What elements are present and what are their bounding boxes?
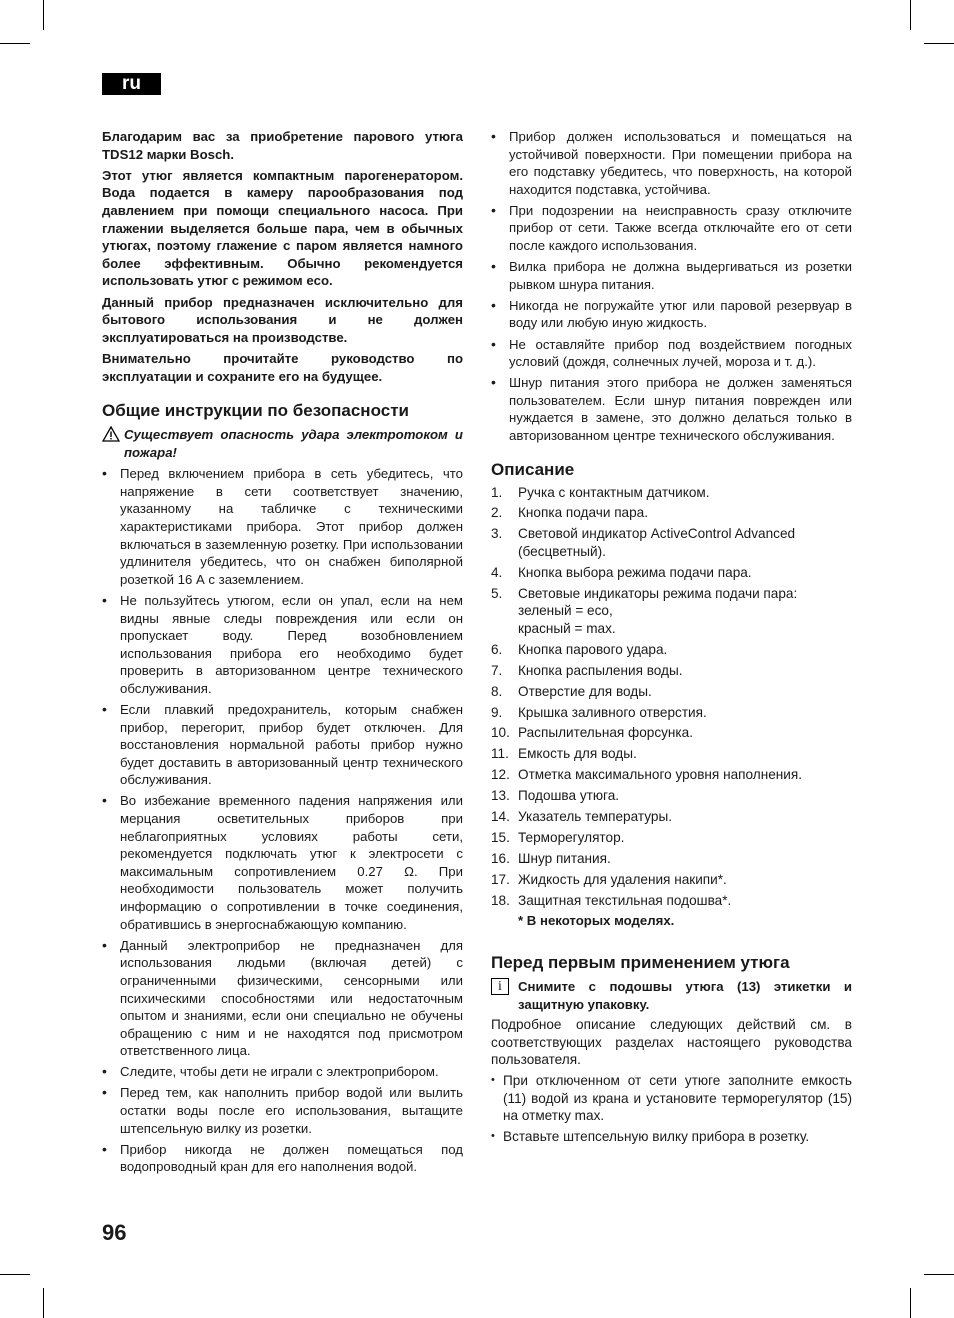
list-item bbox=[491, 704, 852, 722]
item-number: 14. bbox=[491, 808, 510, 824]
item-text: Кнопка парового удара. bbox=[518, 641, 668, 657]
page-number: 96 bbox=[102, 1220, 127, 1245]
item-text: Жидкость для удаления накипи*. bbox=[518, 871, 727, 887]
item-text: Распылительная форсунка. bbox=[518, 725, 694, 741]
info-text: Снимите с подошвы утюга (13) этикетки и защитную упаковку. bbox=[518, 979, 852, 1012]
list-item: • Во избежание временного падения напряжения или мерцания осветительных приборов при неблагоприятных условиях работы сети, рекомендуется подключать утюг к электросети с максимальным сопротивлением 0.27 Ω. При необходимости пользователь может получить информацию о сопротивлении в точке соединения, обратившись в энергоснабжающую компанию. bbox=[102, 792, 463, 933]
item-number: 7. bbox=[491, 662, 503, 678]
item-number: 5. bbox=[491, 585, 503, 601]
safety-list-continued bbox=[491, 128, 852, 445]
item-number: 18. bbox=[491, 892, 510, 908]
crop-mark bbox=[924, 1274, 954, 1275]
crop-mark bbox=[910, 1288, 911, 1318]
item-number: 2. bbox=[491, 505, 503, 521]
intro-paragraph: Этот утюг является компактным парогенератором. Вода подается в камеру парообразования под давлением при помощи специального насоса. При глажении выделяется больше пара, чем в обычных утюгах, поэтому глажение с паром является намного более эффективным. Обычно рекомендуется использовать утюг с режимом eco. bbox=[102, 167, 463, 289]
list-item bbox=[491, 787, 852, 805]
intro-paragraph: Данный прибор предназначен исключительно для бытового использования и не должен эксплуатироваться на производстве. bbox=[102, 294, 463, 345]
list-item bbox=[491, 504, 852, 522]
list-item: • При отключенном от сети утюге заполните емкость (11) водой из крана и установите терморегулятор (15) на отметку max. bbox=[491, 1072, 852, 1125]
info-note bbox=[491, 978, 852, 1013]
crop-mark bbox=[43, 0, 44, 30]
item-text: Шнур питания. bbox=[518, 850, 611, 866]
list-item bbox=[491, 892, 852, 910]
safety-heading: Общие инструкции по безопасности bbox=[102, 401, 409, 421]
item-text: Кнопка распыления воды. bbox=[518, 662, 683, 678]
item-number: 10. bbox=[491, 725, 510, 741]
item-number: 3. bbox=[491, 526, 503, 542]
first-use-heading: Перед первым применением утюга bbox=[491, 953, 790, 972]
item-text: Световые индикаторы режима подачи пара: зеленый = eco, красный = max. bbox=[518, 585, 798, 636]
list-item bbox=[491, 871, 852, 889]
list-item bbox=[491, 724, 852, 742]
list-item: • Никогда не погружайте утюг или паровой резервуар в воду или любую иную жидкость. bbox=[491, 297, 852, 332]
crop-mark bbox=[910, 0, 911, 30]
first-use-list bbox=[491, 1072, 852, 1145]
first-use-text: Подробное описание следующих действий см. в соответствующих разделах настоящего руководства пользователя. bbox=[491, 1017, 852, 1068]
warning-icon bbox=[102, 426, 124, 461]
item-text: Крышка заливного отверстия. bbox=[518, 704, 707, 720]
item-number: 16. bbox=[491, 850, 510, 866]
list-item bbox=[491, 850, 852, 868]
item-number: 6. bbox=[491, 641, 503, 657]
list-item bbox=[491, 564, 852, 582]
item-number: 12. bbox=[491, 767, 510, 783]
list-item: • Если плавкий предохранитель, которым снабжен прибор, перегорит, прибор будет отключен. Для восстановления нормальной работы прибор нужно будет доставить в авторизованный центр технического обслуживания. bbox=[102, 701, 463, 789]
item-text: Световой индикатор ActiveControl Advanced (бесцветный). bbox=[518, 526, 796, 559]
intro-paragraph: Внимательно прочитайте руководство по эксплуатации и сохраните его на будущее. bbox=[102, 350, 463, 384]
list-item: • Прибор никогда не должен помещаться под водопроводный кран для его наполнения водой. bbox=[102, 1141, 463, 1176]
item-text: Терморегулятор. bbox=[518, 829, 625, 845]
item-number: 17. bbox=[491, 871, 510, 887]
list-item bbox=[491, 662, 852, 680]
list-item: • Перед включением прибора в сеть убедитесь, что напряжение в сети соответствует значению, указанному на табличке с техническими характеристиками прибора. Этот прибор должен включаться в заземленную розетку. При использовании удлинителя убедитесь, что он снабжен биполярной розеткой 16 А с заземлением. bbox=[102, 465, 463, 588]
list-item bbox=[491, 525, 852, 560]
item-number: 11. bbox=[491, 746, 509, 762]
list-item bbox=[491, 641, 852, 659]
warning-note bbox=[102, 426, 463, 461]
list-item bbox=[491, 585, 852, 638]
item-text: Емкость для воды. bbox=[518, 746, 637, 762]
item-text: Подошва утюга. bbox=[518, 788, 620, 804]
list-item: • Вставьте штепсельную вилку прибора в розетку. bbox=[491, 1128, 852, 1146]
item-text: Защитная текстильная подошва*. bbox=[518, 892, 732, 908]
item-text: Отметка максимального уровня наполнения. bbox=[518, 767, 803, 783]
list-item: • Прибор должен использоваться и помещаться на устойчивой поверхности. При помещении прибора на его подставку убедитесь, что поверхность, на которой находится подставка, устойчива. bbox=[491, 128, 852, 198]
warning-text: Существует опасность удара электротоком и пожара! bbox=[124, 427, 463, 460]
list-item bbox=[491, 829, 852, 847]
item-text: Кнопка подачи пара. bbox=[518, 505, 649, 521]
list-item bbox=[491, 808, 852, 826]
list-item bbox=[491, 766, 852, 784]
list-item: • Перед тем, как наполнить прибор водой или вылить остатки воды после его использования, вытащите штепсельную вилку из розетки. bbox=[102, 1084, 463, 1137]
description-list bbox=[491, 484, 852, 910]
list-item: • Не оставляйте прибор под воздействием погодных условий (дождя, солнечных лучей, мороза и т. д.). bbox=[491, 336, 852, 371]
list-item: • При подозрении на неисправность сразу отключите прибор от сети. Также всегда отключайте его от сети после каждого использования. bbox=[491, 202, 852, 255]
crop-mark bbox=[43, 1288, 44, 1318]
crop-mark bbox=[0, 1274, 30, 1275]
description-heading: Описание bbox=[491, 459, 575, 479]
item-text: Указатель температуры. bbox=[518, 808, 672, 824]
list-item: • Не пользуйтесь утюгом, если он упал, если на нем видны явные следы повреждения или если он пропускает воду. Перед возобновлением использования прибора его необходимо будет проверить в авторизованном центре технического обслуживания. bbox=[102, 592, 463, 698]
item-number: 13. bbox=[491, 788, 510, 804]
list-item bbox=[491, 683, 852, 701]
right-column bbox=[491, 128, 852, 1148]
list-item: • Шнур питания этого прибора не должен заменяться пользователем. Если шнур питания поврежден или нуждается в замене, это должно делаться только в авторизованном центре технического обслуживания. bbox=[491, 374, 852, 444]
item-text: Кнопка выбора режима подачи пара. bbox=[518, 564, 752, 580]
list-item bbox=[491, 484, 852, 502]
footnote: * В некоторых моделях. bbox=[518, 913, 675, 929]
item-number: 15. bbox=[491, 829, 510, 845]
crop-mark bbox=[0, 43, 30, 44]
list-item: • Следите, чтобы дети не играли с электроприбором. bbox=[102, 1063, 463, 1081]
list-item bbox=[491, 745, 852, 763]
list-item: • Данный электроприбор не предназначен для использования людьми (включая детей) с ограниченными физическими, сенсорными или психическими способностями или недостаточным опытом и знаниями, если они специально не обучены обращению с ним и не находятся под присмотром ответственного лица. bbox=[102, 937, 463, 1060]
item-number: 9. bbox=[491, 704, 503, 720]
item-number: 8. bbox=[491, 683, 503, 699]
list-item: • Вилка прибора не должна выдергиваться из розетки рывком шнура питания. bbox=[491, 258, 852, 293]
item-text: Ручка с контактным датчиком. bbox=[518, 484, 710, 500]
safety-list bbox=[102, 465, 463, 1176]
item-number: 1. bbox=[491, 484, 503, 500]
info-icon: i bbox=[491, 978, 509, 995]
language-tag: ru bbox=[102, 73, 161, 95]
crop-mark bbox=[924, 43, 954, 44]
left-column bbox=[102, 128, 463, 1179]
intro-paragraph: Благодарим вас за приобретение парового утюга TDS12 марки Bosch. bbox=[102, 129, 463, 162]
item-number: 4. bbox=[491, 564, 503, 580]
item-text: Отверстие для воды. bbox=[518, 683, 652, 699]
